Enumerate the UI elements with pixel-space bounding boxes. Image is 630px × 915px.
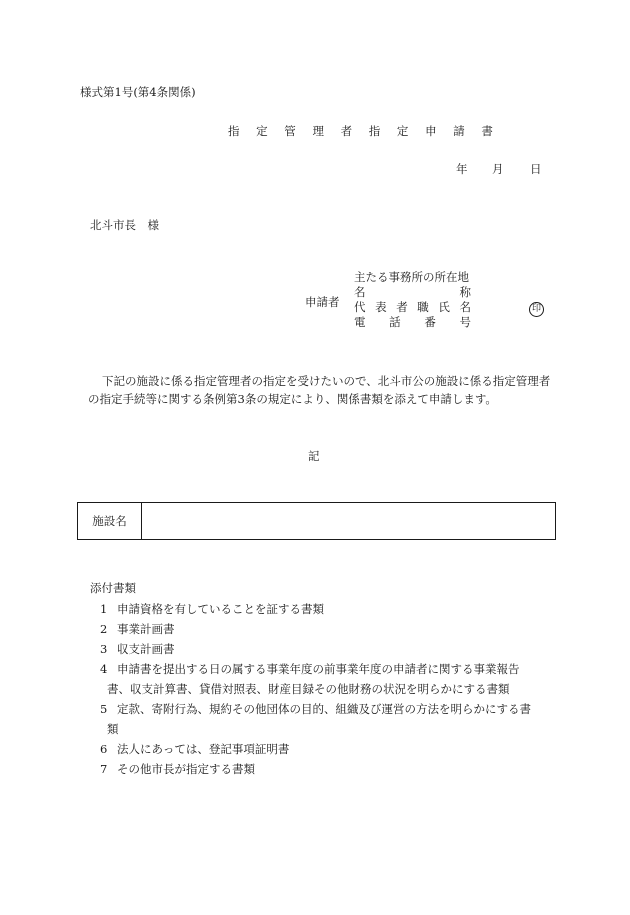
facility-name-label: 施設名	[78, 503, 142, 539]
ki-label: 記	[308, 449, 320, 463]
attachment-item	[100, 659, 552, 699]
attachment-text: 申請書を提出する日の属する事業年度の前事業年度の申請者に関する事業報告	[117, 662, 520, 676]
applicant-representative-label	[354, 300, 471, 315]
attachment-text-continued: 書、収支計算書、貸借対照表、財産目録その他財務の状況を明らかにする書類	[107, 682, 510, 696]
rep-char: 表	[375, 300, 387, 314]
attachments-heading: 添付書類	[90, 581, 136, 595]
facility-name-field[interactable]	[142, 503, 555, 539]
attachment-item	[100, 599, 552, 619]
attachment-number: 6	[100, 742, 108, 756]
attachment-list	[100, 599, 552, 779]
attachment-item	[100, 739, 552, 759]
addressee: 北斗市長 様	[90, 218, 159, 232]
seal-mark: 印	[529, 302, 544, 317]
date-month-label: 月	[492, 162, 504, 176]
applicant-phone-label	[354, 315, 471, 330]
rep-char: 職	[417, 300, 429, 314]
attachment-item	[100, 699, 552, 739]
phone-char: 電	[354, 315, 366, 329]
applicant-fields	[354, 270, 471, 330]
date-year-label: 年	[456, 162, 468, 176]
attachment-number: 7	[100, 762, 108, 776]
attachment-text: 収支計画書	[117, 642, 175, 656]
attachment-text-continued: 類	[107, 722, 119, 736]
attachment-item	[100, 759, 552, 779]
attachment-number: 3	[100, 642, 108, 656]
attachment-item	[100, 619, 552, 639]
applicant-name-label	[354, 285, 471, 300]
body-paragraph: 下記の施設に係る指定管理者の指定を受けたいので、北斗市公の施設に係る指定管理者の指定手続等に関する条例第3条の規定により、関係書類を添えて申請します。	[88, 374, 551, 406]
date-day-label: 日	[530, 162, 542, 176]
rep-char: 氏	[438, 300, 450, 314]
attachment-number: 2	[100, 622, 108, 636]
form-number: 様式第1号(第4条関係)	[80, 85, 196, 99]
phone-char: 話	[389, 315, 401, 329]
document-title: 指 定 管 理 者 指 定 申 請 書	[228, 124, 500, 138]
attachment-text: その他市長が指定する書類	[117, 762, 255, 776]
rep-char: 名	[459, 300, 471, 314]
name-char: 称	[459, 285, 471, 299]
attachment-number: 5	[100, 702, 108, 716]
attachment-text: 定款、寄附行為、規約その他団体の目的、組織及び運営の方法を明らかにする書	[117, 702, 531, 716]
rep-char: 代	[354, 300, 366, 314]
rep-char: 者	[396, 300, 408, 314]
attachment-item	[100, 639, 552, 659]
facility-table	[77, 502, 556, 540]
phone-char: 号	[459, 315, 471, 329]
date-row	[456, 161, 542, 177]
applicant-label: 申請者	[305, 295, 340, 309]
applicant-address-label: 主たる事務所の所在地	[354, 270, 469, 284]
attachment-text: 事業計画書	[117, 622, 175, 636]
phone-char: 番	[424, 315, 436, 329]
attachment-number: 1	[100, 602, 108, 616]
attachment-number: 4	[100, 662, 108, 676]
attachment-text: 法人にあっては、登記事項証明書	[117, 742, 290, 756]
name-char: 名	[354, 285, 366, 299]
attachment-text: 申請資格を有していることを証する書類	[117, 602, 324, 616]
